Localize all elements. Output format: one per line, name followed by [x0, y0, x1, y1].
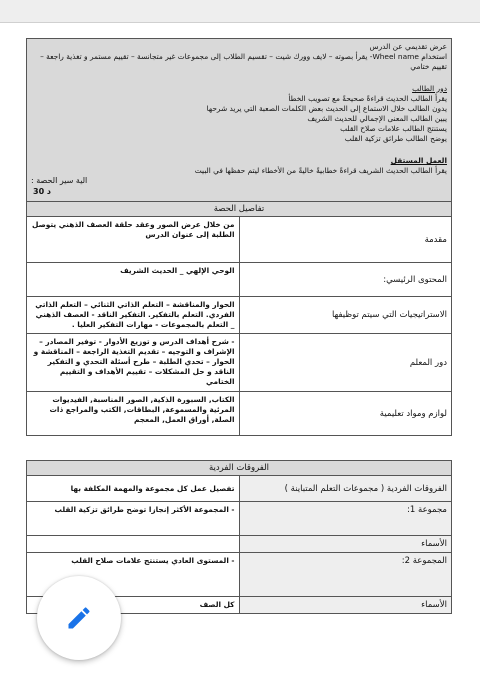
- lesson-duration-value: 30 د: [33, 187, 52, 196]
- row-content-introduction: من خلال عرض الصور وعقد حلقة العصف الذهني يتوصل الطلبة إلى عنوان الدرس: [27, 217, 240, 263]
- group-2-task: - المستوى العادي يستنتج علامات صلاح القلب: [27, 553, 240, 597]
- row-label-strategies: الاستراتيجيات التي سيتم توظيفها: [239, 297, 452, 334]
- student-role-item: يستنتج الطالب علامات صلاح القلب: [340, 124, 447, 133]
- group-2-names-label: الأسماء: [239, 597, 452, 614]
- edit-fab-button[interactable]: [37, 576, 121, 660]
- independent-work-title: العمل المستقل: [390, 156, 447, 165]
- group-1-names-value: [27, 536, 240, 553]
- group-1-label: مجموعة 1:: [239, 502, 452, 536]
- lesson-details-table: [26, 201, 452, 436]
- row-label-introduction: مقدمة: [239, 217, 452, 263]
- group-1-names-label: الأسماء: [239, 536, 452, 553]
- lesson-duration-label: الية سير الحصة :: [31, 176, 88, 185]
- row-label-main-content: المحتوى الرئيسي:: [239, 263, 452, 297]
- lesson-plan-page: [26, 38, 452, 614]
- row-content-teacher-role: - شرح أهداف الدرس و توزيع الأدوار - توفير المصادر – الإشراف و التوجيه – تقديم التغذية الراجعة – المناقشة و الحوار – تحدي الطلبة – طرح أسئلة التحدي و التفكير الناقد و حل المشكلات – تقييم الأهداف و التقييم الختامي: [27, 334, 240, 392]
- group-2-label: المجموعة 2:: [239, 553, 452, 597]
- independent-work-text: يقرأ الطالب الحديث الشريف قراءةً خطابيةً خاليةً من الأخطاء ليتم حفظها في البيت: [194, 166, 447, 175]
- app-top-bar: [0, 0, 480, 23]
- differentiation-groups-description: تفصيل عمل كل مجموعة والمهمة المكلفة بها: [27, 476, 240, 502]
- student-role-item: يوضح الطالب طرائق تزكية القلب: [344, 134, 447, 143]
- row-content-main-content: الوحي الإلهي _ الحديث الشريف: [27, 263, 240, 297]
- lesson-details-header: تفاصيل الحصة: [27, 202, 452, 217]
- group-2-names-value: كل الصف: [27, 597, 240, 614]
- student-role-item: يبين الطالب المعنى الإجمالي للحديث الشريف: [307, 114, 447, 123]
- pencil-icon: [65, 604, 93, 632]
- lesson-overview-block: [26, 38, 452, 201]
- row-label-materials: لوازم ومواد تعليمية: [239, 392, 452, 436]
- overview-line-tools: استخدام Wheel name- يقرأ بصوته – لايف وورك شيت – تقسيم الطلاب إلى مجموعات غير متجانسة – تقييم مستمر و تغذية راجعة – تقييم ختامي: [40, 52, 447, 71]
- student-role-item: يدون الطالب خلال الاستماع إلى الحديث بعض الكلمات الصعبة التي يريد شرحها: [206, 104, 447, 113]
- differentiation-header: الفروقات الفردية: [27, 461, 452, 476]
- row-label-teacher-role: دور المعلم: [239, 334, 452, 392]
- group-1-task: - المجموعة الأكثر إنجازا توضح طرائق تزكية القلب: [27, 502, 240, 536]
- row-content-strategies: الحوار والمناقشة – التعلم الذاتي الثنائي – التعلم الذاتي الفردي. التعلم بالتفكير. التفكير الناقد - العصف الذهني _ التعلم بالمجموعات - مهارات التفكير العليا .: [27, 297, 240, 334]
- row-content-materials: الكتاب, السبورة الذكية, الصور المناسبة, الفيديوات المرئية والمسموعة, البطاقات, الكتب والمراجع ذات الصلة, أوراق العمل, المعجم: [27, 392, 240, 436]
- differentiation-groups-label: الفروقات الفردية ( مجموعات التعلم المتباينة ): [239, 476, 452, 502]
- student-role-item: يقرأ الطالب الحديث قراءةً صحيحةً مع تصويب الخطأ: [288, 94, 447, 103]
- overview-line-presentation: عرض تقديمي عن الدرس: [369, 42, 447, 51]
- student-role-title: دور الطالب: [412, 84, 447, 93]
